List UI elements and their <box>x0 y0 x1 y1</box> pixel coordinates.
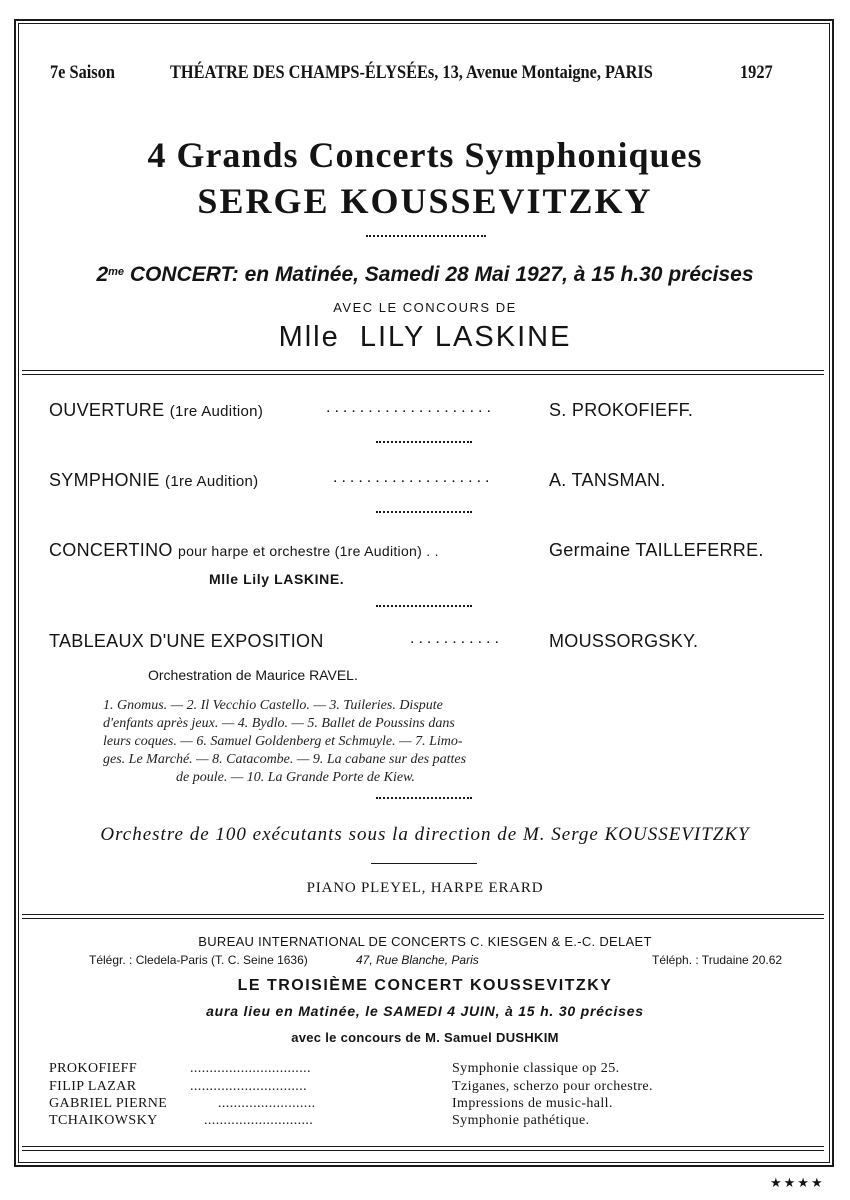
bureau-telegr: Télégr. : Cledela-Paris (T. C. Seine 1636) <box>89 953 308 967</box>
movement-line: 1. Gnomus. — 2. Il Vecchio Castello. — 3. Tuileries. Dispute <box>103 698 443 713</box>
soloist-line <box>0 321 850 354</box>
year-label: 1927 <box>740 62 773 83</box>
program-item-title: OUVERTURE (1re Audition) <box>49 400 264 420</box>
orchestration-note: Orchestration de Maurice RAVEL. <box>148 667 358 683</box>
movement-line: leurs coques. — 6. Samuel Goldenberg et Schmuyle. — 7. Limo- <box>103 734 463 749</box>
double-rule <box>22 914 824 919</box>
dot-leader: ............................... <box>190 1061 311 1076</box>
dot-leader: ............................ <box>204 1113 314 1128</box>
double-rule <box>22 370 824 375</box>
dotted-rule <box>376 441 472 443</box>
short-rule <box>371 863 477 864</box>
concours-label: AVEC LE CONCOURS DE <box>333 300 517 315</box>
bureau-telephone: Téléph. : Trudaine 20.62 <box>652 953 783 967</box>
bureau-address: 47, Rue Blanche, Paris <box>356 953 479 967</box>
program-item-composer: Germaine TAILLEFERRE. <box>549 540 764 560</box>
program-item-title: TABLEAUX D'UNE EXPOSITION <box>49 631 324 651</box>
conductor-title: SERGE KOUSSEVITZKY <box>197 181 653 221</box>
soloist-name: LILY LASKINE <box>359 321 572 353</box>
list-composer: PROKOFIEFF <box>49 1061 138 1076</box>
instruments-line: PIANO PLEYEL, HARPE ERARD <box>306 880 544 896</box>
list-work: Symphonie classique op 25. <box>452 1061 620 1076</box>
concert-date: CONCERT: en Matinée, Samedi 28 Mai 1927, à 15 h.30 précises <box>124 263 754 286</box>
star-mark-icon: ★★★★ <box>770 1175 825 1190</box>
next-concert-concours: avec le concours de M. Samuel DUSHKIM <box>291 1030 559 1045</box>
program-item-composer: A. TANSMAN. <box>549 470 666 490</box>
program-item-composer: S. PROKOFIEFF. <box>549 400 694 420</box>
dot-leader: .............................. <box>190 1079 307 1094</box>
dot-leader: ......................... <box>218 1096 316 1111</box>
list-composer: TCHAIKOWSKY <box>49 1113 158 1128</box>
next-concert-title: LE TROISIÈME CONCERT KOUSSEVITZKY <box>237 977 613 994</box>
program-performer: Mlle Lily LASKINE. <box>209 571 345 587</box>
double-rule <box>22 1146 824 1151</box>
movement-line: ges. Le Marché. — 8. Catacombe. — 9. La cabane sur des pattes <box>103 752 467 767</box>
dot-leader: ........... <box>410 630 503 647</box>
main-title: 4 Grands Concerts Symphoniques <box>147 135 703 175</box>
concert-number-sup: me <box>108 266 125 278</box>
dotted-rule <box>376 797 472 799</box>
dot-leader: ................... <box>333 469 494 486</box>
movement-line: d'enfants après jeux. — 4. Bydlo. — 5. Ballet de Poussins dans <box>103 716 455 731</box>
dot-leader: .................... <box>326 399 495 416</box>
venue-label: THÉATRE DES CHAMPS-ÉLYSÉEs, 13, Avenue Montaigne, PARIS <box>170 62 653 83</box>
movement-line: de poule. — 10. La Grande Porte de Kiew. <box>176 770 415 785</box>
list-work: Symphonie pathétique. <box>452 1113 590 1128</box>
season-label: 7e Saison <box>50 62 115 83</box>
concert-line <box>0 263 850 287</box>
bureau-name: BUREAU INTERNATIONAL DE CONCERTS C. KIESGEN & E.-C. DELAET <box>198 934 652 949</box>
dotted-rule <box>376 605 472 607</box>
next-concert-date: aura lieu en Matinée, le SAMEDI 4 JUIN, à 15 h. 30 précises <box>206 1003 644 1019</box>
program-item-title: CONCERTINO pour harpe et orchestre (1re Audition) . . <box>49 540 439 560</box>
program-item-title: SYMPHONIE (1re Audition) <box>49 470 259 490</box>
dotted-rule <box>366 235 486 237</box>
soloist-title: Mlle <box>278 321 340 353</box>
concert-number: 2 <box>96 263 109 286</box>
list-work: Tziganes, scherzo pour orchestre. <box>452 1079 653 1094</box>
list-composer: GABRIEL PIERNE <box>49 1096 168 1111</box>
program-item-composer: MOUSSORGSKY. <box>549 631 699 651</box>
orchestra-line: Orchestre de 100 exécutants sous la direction de M. Serge KOUSSEVITZKY <box>100 824 750 845</box>
list-work: Impressions de music-hall. <box>452 1096 613 1111</box>
list-composer: FILIP LAZAR <box>49 1079 137 1094</box>
dotted-rule <box>376 511 472 513</box>
